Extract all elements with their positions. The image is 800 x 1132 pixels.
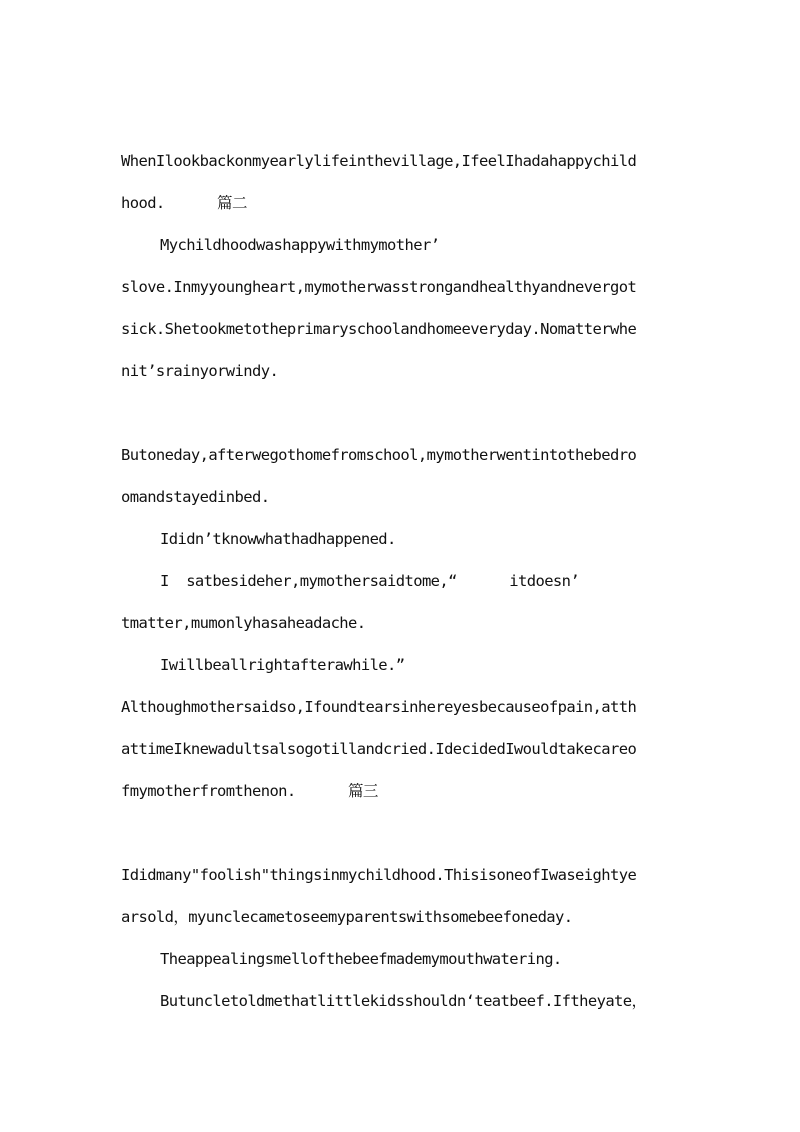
text-line: nit’srainyorwindy. (121, 362, 279, 380)
text-line: Mychildhoodwashappywithmymother’ (160, 236, 440, 254)
text-line: I satbesideher,mymothersaidtome,“ itdoesn’ (160, 572, 580, 590)
text-line: omandstayedinbed. (121, 488, 270, 506)
text-line: Butuncletoldmethatlittlekidsshouldn‘teatbeef.Iftheyate， (160, 992, 647, 1010)
text-line: hood. 篇二 (121, 194, 247, 212)
text-line: Ididmany"foolish"thingsinmychildhood.ThisisoneofIwaseightye (121, 866, 637, 884)
text-line: Iwillbeallrightafterawhile.” (160, 656, 405, 674)
text-line: Ididn’tknowwhathadhappened. (160, 530, 396, 548)
text-line: sick.Shetookmetotheprimaryschoolandhomeeveryday.Nomatterwhe (121, 320, 637, 338)
text-line: Butoneday,afterwegothomefromschool,mymotherwentintothebedro (121, 446, 637, 464)
text-line: Althoughmothersaidso,Ifoundtearsinhereyesbecauseofpain,atth (121, 698, 637, 716)
text-line: arsold，myunclecametoseemyparentswithsomebeefoneday. (121, 908, 573, 926)
text-line: tmatter,mumonlyhasaheadache. (121, 614, 366, 632)
text-line: WhenIlookbackonmyearlylifeinthevillage,IfeelIhadahappychild (121, 152, 637, 170)
text-line: attimeIknewadultsalsogotillandcried.IdecidedIwouldtakecareo (121, 740, 637, 758)
text-line: slove.Inmyyoungheart,mymotherwasstrongandhealthyandnevergot (121, 278, 637, 296)
text-line: Theappealingsmellofthebeefmademymouthwatering. (160, 950, 562, 968)
text-line: fmymotherfromthenon. 篇三 (121, 782, 378, 800)
